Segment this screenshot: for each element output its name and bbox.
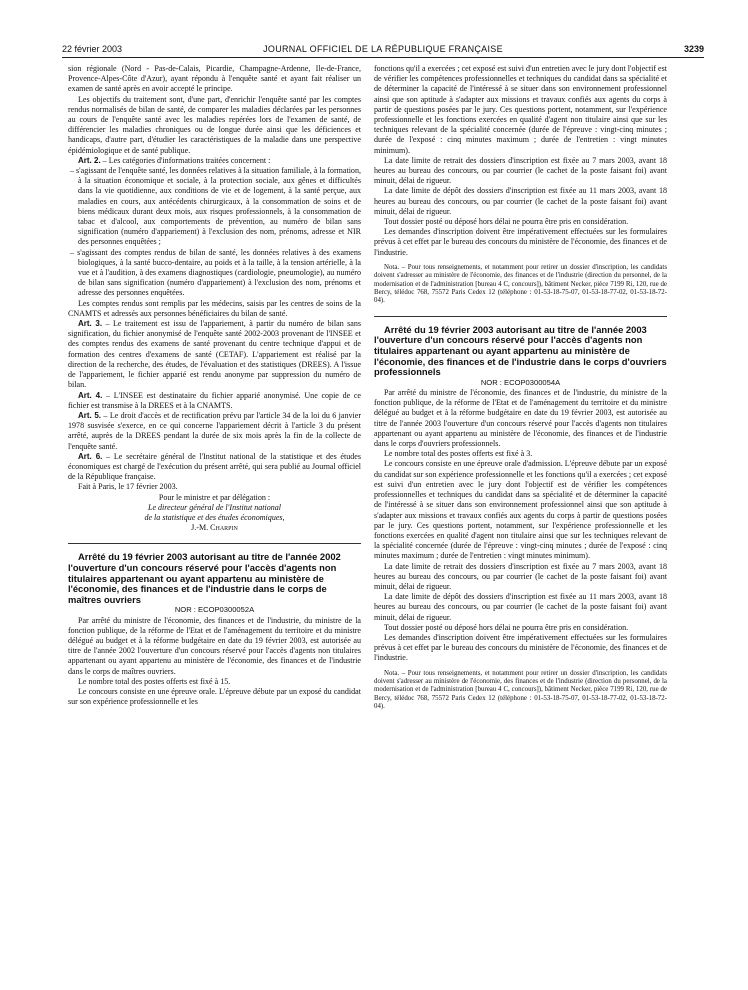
paragraph: La date limite de retrait des dossiers d'inscription est fixée au 7 mars 2003, avant 18 heures au bureau des concours, ou par courrier (le cachet de la poste faisant foi) avant minuit, délai de rigueur. [374, 561, 667, 591]
paragraph: Le concours consiste en une épreuve orale. L'épreuve débute par un exposé du candidat sur son expérience professionnelle et les [68, 686, 361, 707]
article-label: Art. 5. [78, 410, 102, 420]
paragraph: Les demandes d'inscription doivent être impérativement effectuées sur les formulaires prévus à cet effet par le bureau des concours du ministère de l'économie, des finances et de l'industrie. [374, 227, 667, 257]
page-header [62, 44, 704, 58]
article-label: Art. 2. [78, 155, 101, 165]
header-journal-title: JOURNAL OFFICIEL DE LA RÉPUBLIQUE FRANÇAISE [263, 44, 503, 54]
article-3 [68, 319, 361, 390]
paragraph: La date limite de dépôt des dossiers d'inscription est fixée au 11 mars 2003, avant 18 heures au bureau des concours, ou par courrier (le cachet de la poste faisant foi) avant minuit, délai de rigueur. [374, 592, 667, 622]
article-label: Art. 6. [78, 451, 103, 461]
paragraph: Tout dossier posté ou déposé hors délai ne pourra être pris en considération. [384, 622, 629, 632]
paragraph: Le nombre total des postes offerts est fixé à 15. [78, 676, 231, 686]
header-page-number: 3239 [683, 44, 704, 54]
list-item: – s'agissant des comptes rendus de bilan de santé, les données relatives à des examens biologiques, à la santé bucco-dentaire, au poids et à la taille, à la tension artérielle, à la vue et à l'audition, à des examens diagnostiques (cardiologie, pneumologie), au numéro de bilan sans signification (numéro d'appariement) à l'exclusion des nom, prénoms et adresse des personnes enquêtées. [70, 247, 361, 298]
article-text: – Le droit d'accès et de rectification prévu par l'article 34 de la loi du 6 janvier 1978 susvisée s'exerce, en ce qui concerne l'appariement décrit à l'article 3 du présent arrêté, auprès de la DREES pendant la durée de six mois après la fin de la collecte de l'enquête santé. [68, 410, 362, 451]
section-divider [68, 543, 361, 544]
arrete-title: Arrêté du 19 février 2003 autorisant au titre de l'année 2003 l'ouverture d'un concours réservé pour l'accès d'agents non titulaires appartenant ou ayant appartenu au ministère de l'économie, des finances et de l'industrie dans le corps d'ouvriers professionnels [374, 323, 667, 378]
article-text: – Les catégories d'informations traitées concernent : [100, 155, 271, 165]
article-4 [68, 391, 361, 411]
paragraph: Les objectifs du traitement sont, d'une part, d'enrichir l'enquête santé par les comptes rendus normalisés de bilan de santé, de comparer les maladies déclarées par les personnes au cours de l'enquête santé avec les maladies repérées lors de l'examen de santé, de différencier les maladies chroniques ou de longue durée ainsi que les déficiences et handicaps, d'autre part, d'étudier les caractéristiques de la maladie dans une perspective épidémiologique et de santé publique. [68, 94, 361, 155]
paragraph: Par arrêté du ministre de l'économie, des finances et de l'industrie, du ministre de la fonction publique, de la réforme de l'Etat et de l'aménagement du territoire et du ministre délégué au budget et à la réforme budgétaire en date du 19 février 2003, est autorisée au titre de l'année 2003 l'ouverture d'un concours réservé pour l'accès d'agents non titulaires appartenant ou ayant appartenu au ministère de l'économie, des finances et de l'industrie dans le corps d'ouvriers professionnels. [374, 388, 667, 449]
signature-line: Pour le ministre et par délégation : [158, 492, 271, 502]
signature-line: Le directeur général de l'Institut national [147, 502, 282, 512]
paragraph: sion régionale (Nord - Pas-de-Calais, Picardie, Champagne-Ardenne, Ile-de-France, Provence-Alpes-Côte d'Azur), ayant répondu à l'enquête santé et ayant fait réaliser un examen de santé après en avoir accepté le principe. [68, 64, 361, 94]
article-text: – L'INSEE est destinataire du fichier apparié anonymisé. Une copie de ce fichier est transmise à la DREES et à la CNAMTS. [68, 390, 361, 410]
arrete-title: Arrêté du 19 février 2003 autorisant au titre de l'année 2002 l'ouverture d'un concours réservé pour l'accès d'agents non titulaires appartenant ou ayant appartenu au ministère de l'économie, des finances et de l'industrie dans le corps de maîtres ouvriers [68, 551, 341, 605]
paragraph: Le nombre total des postes offerts est fixé à 3. [384, 449, 533, 459]
list-item: – s'agissant de l'enquête santé, les données relatives à la situation familiale, à la formation, à la situation économique et sociale, à la protection sociale, aux gênes et difficultés dans la vie quotidienne, aux conditions de vie et de logement, à la santé perçue, aux maladies en cours, aux antécédents chirurgicaux, à la consommation de soins et de biens médicaux durant deux mois, aux risques professionnels, à la consommation de tabac et d'alcool, aux comportements de prévention, au numéro de bilan sans signification (numéro d'appariement) à l'exclusion des nom, prénoms, adresse et NIR des personnes enquêtées ; [70, 166, 361, 247]
nota-note: Nota. – Pour tous renseignements, et notamment pour retirer un dossier d'inscription, les candidats doivent s'adresser au ministère de l'économie, des finances et de l'industrie (direction du personnel, de la modernisation et de l'administration [bureau 4 C, concours]), bâtiment Necker, pièce 7199 Ri, 120, rue de Bercy, télédoc 768, 75572 Paris Cedex 12 (téléphone : 01-53-18-75-07, 01-53-18-77-02, 01-53-18-72-04). [374, 669, 667, 711]
paragraph: Par arrêté du ministre de l'économie, des finances et de l'industrie, du ministre de la fonction publique, de la réforme de l'Etat et de l'aménagement du territoire et du ministre délégué au budget et à la réforme budgétaire en date du 19 février 2003, est autorisée au titre de l'année 2002 l'ouverture d'un concours réservé pour l'accès d'agents non titulaires appartenant ou ayant appartenu au ministère de l'économie, des finances et de l'industrie dans le corps de maîtres ouvriers. [68, 615, 361, 676]
article-text: – Le secrétaire général de l'Institut national de la statistique et des études économiques est chargé de l'exécution du présent arrêté, qui sera publié au Journal officiel de la République française. [68, 451, 361, 482]
article-label: Art. 3. [78, 319, 103, 329]
nor-reference: NOR : ECOP0300052A [174, 605, 255, 615]
paragraph: La date limite de retrait des dossiers d'inscription est fixée au 7 mars 2003, avant 18 heures au bureau des concours, ou par courrier (le cachet de la poste faisant foi) avant minuit, délai de rigueur. [374, 155, 667, 186]
right-column [374, 64, 667, 712]
article-label: Art. 4. [78, 390, 103, 400]
nota-note: Nota. – Pour tous renseignements, et notamment pour retirer un dossier d'inscription, les candidats doivent s'adresser au ministère de l'économie, des finances et de l'industrie (direction du personnel, de la modernisation et de l'administration [bureau 4 C, concours]), bâtiment Necker, pièce 7199 Ri, 120, rue de Bercy, télédoc 768, 75572 Paris Cedex 12 (téléphone : 01-53-18-75-07, 01-53-18-77-02, 01-53-18-72-04). [374, 263, 667, 305]
section-divider [374, 316, 667, 317]
article-2 [68, 156, 361, 166]
paragraph: Les comptes rendus sont remplis par les médecins, saisis par les centres de soins de la CNAMTS et adressés aux personnes bénéficiaires du bilan de santé. [68, 298, 361, 318]
header-rule [62, 57, 704, 58]
nor-reference: NOR : ECOP0300054A [480, 377, 561, 387]
left-column [68, 64, 361, 707]
article-text: – Le traitement est issu de l'appariement, à partir du numéro de bilan sans signification, du fichier anonymisé de l'enquête santé 2002-2003 provenant de l'INSEE et des comptes rendus des examens de santé provenant du centre technique d'appui et de formation des centres d'examens de santé (CETAF). L'appariement est réalisé par la direction de la recherche, des études, de l'évaluation et des statistiques (DREES). A l'issue de l'appariement, le fichier apparié est rendu anonyme par suppression du numéro de bilan. [68, 319, 362, 390]
article-5 [68, 411, 361, 452]
header-date: 22 février 2003 [62, 44, 123, 54]
paragraph: Tout dossier posté ou déposé hors délai ne pourra être pris en considération. [384, 217, 629, 227]
paragraph: Les demandes d'inscription doivent être impérativement effectuées sur les formulaires prévus à cet effet par le bureau des concours du ministère de l'économie, des finances et de l'industrie. [374, 632, 667, 663]
paragraph: fonctions qu'il a exercées ; cet exposé est suivi d'un entretien avec le jury dont l'objectif est de vérifier les compétences professionnelles et techniques du candidat dans sa spécialité et de déterminer la capacité de l'intéressé à se situer dans son environnement professionnel ainsi que son aptitude à s'adapter aux missions et travaux confiés aux agents du corps à partir de questions posées par le jury. Ces questions portent, notamment, sur l'expérience professionnelle et les fonctions exercées en qualité d'agent non titulaire ainsi que sur les techniques relevant de la spécialité concernée (durée de l'épreuve : vingt-cinq minutes ; durée de l'exposé : cinq minutes maximum ; durée de l'entretien : vingt minutes minimum). [374, 64, 667, 155]
article-6 [68, 452, 361, 483]
signatory-name: J.-M. Charpin [191, 523, 238, 533]
paragraph: La date limite de dépôt des dossiers d'inscription est fixée au 11 mars 2003, avant 18 heures au bureau des concours, ou par courrier (le cachet de la poste faisant foi) avant minuit, délai de rigueur. [374, 186, 667, 216]
paragraph: Le concours consiste en une épreuve orale d'admission. L'épreuve débute par un exposé du candidat sur son expérience professionnelle et les fonctions qu'il a exercées ; cet exposé est suivi d'un entretien avec le jury dont l'objectif est de vérifier les compétences professionnelles et techniques du candidat dans sa spécialité et de déterminer la capacité de l'intéressé à se situer dans son environnement professionnel ainsi que son aptitude à s'adapter aux missions et travaux confiés aux agents du corps à partir de questions posées par le jury. Ces questions portent, notamment, sur l'expérience professionnelle et les fonctions exercées en qualité d'agent non titulaire ainsi que sur les techniques relevant de la spécialité concernée (durée de l'épreuve : vingt-cinq minutes ; durée de l'exposé : cinq minutes maximum ; durée de l'entretien : vingt minutes minimum). [374, 459, 667, 561]
signature-line: de la statistique et des études économiques, [144, 512, 285, 522]
fait-a-paris: Fait à Paris, le 17 février 2003. [78, 482, 178, 492]
